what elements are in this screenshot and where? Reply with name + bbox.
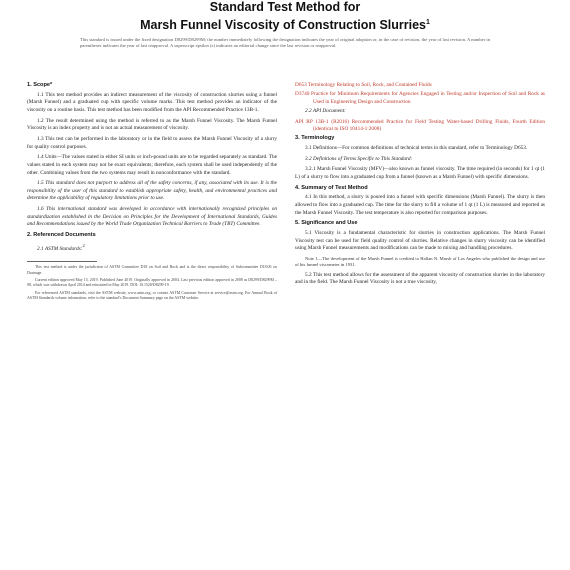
paragraph-5-2: 5.2 This test method allows for the assessment of the apparent viscosity of construction slurries in the laboratory and in the field. The Marsh Funnel Viscosity is not a true viscosity, <box>295 271 545 286</box>
document-title <box>0 0 570 33</box>
title-footnote-mark: 1 <box>426 19 430 26</box>
reference-d653[interactable] <box>295 82 545 90</box>
title-line-2 <box>0 15 570 33</box>
paragraph-4-1: 4.1 In this method, a slurry is poured into a funnel with specific dimensions (Marsh Funnel). The slurry is then allowed to flow into a graduated cup. The time for the slurry to fill a volume of 1 qt (1 L) is measured and reported as the Marsh Funnel Viscosity. The test temperature is also reported for comparison purposes. <box>295 194 545 216</box>
paragraph-2-1-text: 2.1 ASTM Standards: <box>37 245 83 252</box>
title-line-1: Standard Test Method for <box>209 0 361 14</box>
paragraph-3-1: 3.1 Definitions—For common definitions of technical terms in this standard, refer to Terminology D653. <box>305 144 528 151</box>
footnote-2: For referenced ASTM standards, visit the ASTM website, www.astm.org, or contact ASTM Customer Service at service@astm.org. For Annual Book of ASTM Standards volume information, refer to the standard's Document Summary page on the ASTM website. <box>27 290 277 301</box>
paragraph-2-1 <box>27 242 277 253</box>
right-column <box>295 82 545 570</box>
referenced-documents-heading: 2. Referenced Documents <box>27 232 96 239</box>
terminology-heading: 3. Terminology <box>295 135 335 142</box>
significance-heading: 5. Significance and Use <box>295 220 358 227</box>
paragraph-1-5: 1.5 This standard does not purport to address all of the safety concerns, if any, associated with its use. It is the responsibility of the user of this standard to establish appropriate safety, health, and environmental practices and determine the applicability of regulatory limitations prior to use. <box>27 180 277 202</box>
api-document-heading: 2.2 API Document: <box>305 107 346 114</box>
paragraph-5-1: 5.1 Viscosity is a fundamental characteristic for slurries in construction applications. The Marsh Funnel Viscosity test can be used for field quality control of slurries. Relative changes in slurry viscosity can be identified using Marsh Funnel measurements and modifications can be made to mixing and handling procedures. <box>295 229 545 252</box>
paragraph-1-6: 1.6 This international standard was developed in accordance with internationally recognized principles on standardization established in the Decision on Principles for the Development of International Standards, Guides and Recommendations issued by the World Trade Organization Technical Barriers to Trade (TBT) Committee. <box>27 206 277 228</box>
paragraph-1-3: 1.3 This test can be performed in the laboratory or in the field to assess the Marsh Funnel Viscosity of a slurry for quality control purposes. <box>27 135 277 150</box>
reference-api-text[interactable]: API RP 13B-1 (R2016) Recommended Practice for Field Testing Water-based Drilling Fluids, Fourth Edition (identical to ISO 10414-1:2008) <box>295 118 545 133</box>
summary-heading: 4. Summary of Test Method <box>295 184 368 191</box>
paragraph-1-4: 1.4 Units—The values stated in either SI units or inch-pound units are to be regarded separately as standard. The values stated in each system may not be exact equivalents; therefore, each system shall be used independently of the other. Combining values from the two systems may result in nonconformance with the standard. <box>27 154 277 176</box>
title-line-2-text: Marsh Funnel Viscosity of Construction Slurries <box>140 18 427 33</box>
footnote-1: This test method is under the jurisdiction of ASTM Committee D18 on Soil and Rock and is the direct responsibility of Subcommittee D18.06 on Drainage. <box>27 265 277 275</box>
paragraph-3-2-1: 3.2.1 Marsh Funnel Viscosity (MFV)—also known as funnel viscosity. The time required (in seconds) for 1 qt (1 L) of a slurry to flow into a graduated cup from a funnel (known as a Marsh Funnel) with specific dimensions. <box>295 166 545 180</box>
note-1: Note 1—The development of the Marsh Funnel is credited to Hallan N. Marsh of Los Angeles who published the design and use of his funnel viscometer in 1931. <box>295 255 545 268</box>
reference-d3740[interactable] <box>295 91 545 106</box>
footnote-divider <box>27 261 97 262</box>
reference-api-rp13b1[interactable] <box>295 119 545 134</box>
footnote-1-edition: Current edition approved May 15, 2019. Published June 2019. Originally approved in 2004. Last previous edition approved in 2008 as D8299/D8299M – 08, which was withdrawn April 2014 and reinstated in May 2019. DOI: 10.1520/D8299-19. <box>27 277 277 288</box>
paragraph-3-2: 3.2 Definitions of Terms Specific to This Standard: <box>305 155 413 162</box>
reference-d3740-text[interactable]: D3740 Practice for Minimum Requirements for Agencies Engaged in Testing and/or Inspection of Soil and Rock as Used in Engineering Design and Construction <box>295 91 545 105</box>
left-column <box>27 82 277 570</box>
paragraph-1-2: 1.2 The result determined using the method is referred to as the Marsh Funnel Viscosity. The Marsh Funnel Viscosity is an index property and is not an actual measurement of viscosity. <box>27 117 277 132</box>
paragraph-1-1: 1.1 This test method provides an indirect measurement of the viscosity of construction slurries using a funnel (Marsh Funnel) and a graduated cup with specific volume marks. This test method provides an indicator of the viscosity on a routine basis. This test method has been modified from the API Recommended Practice 13B-1. <box>27 91 277 113</box>
scope-heading: 1. Scope* <box>27 82 53 88</box>
footnote-mark-2: 2 <box>82 242 85 248</box>
designation-notice: This standard is issued under the fixed designation D8299/D8299M; the number immediately following the designation indicates the year of original adoption or, in the case of revision, the year of last revision. A number in parentheses indicates the year of last reapproval. A superscript epsilon (ε) indicates an editorial change since the last revision or reapproval. <box>80 37 490 49</box>
reference-d653-text[interactable]: D653 Terminology Relating to Soil, Rock, and Contained Fluids <box>295 82 432 88</box>
